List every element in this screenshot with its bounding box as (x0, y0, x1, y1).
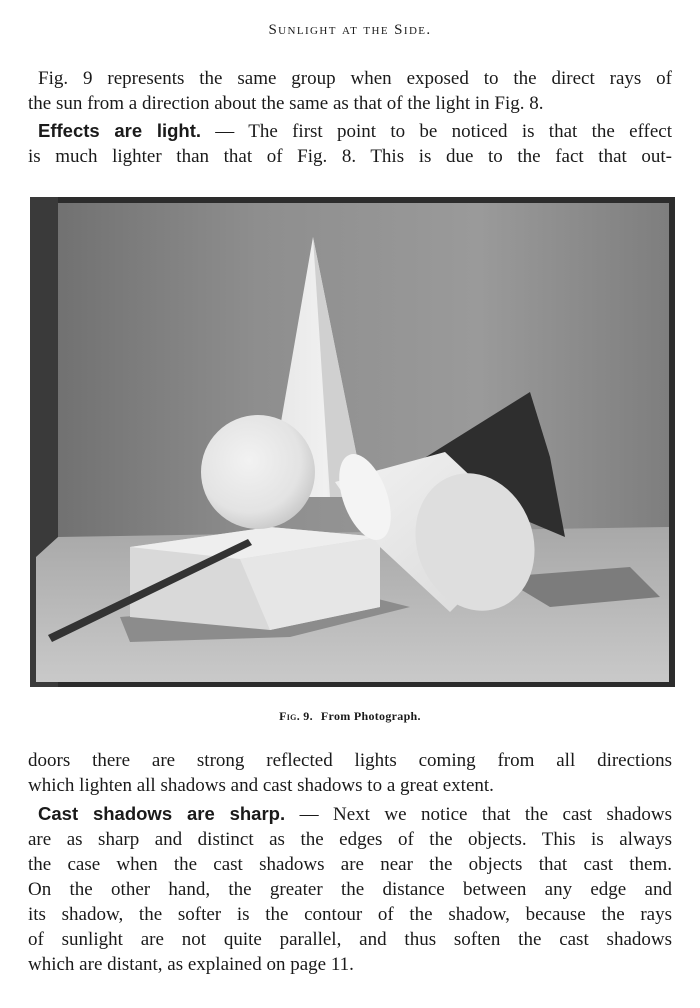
text-line: its shadow, the softer is the contour of the shadow, because the rays (28, 904, 672, 925)
paragraph-cast-shadows (28, 801, 672, 977)
text-line: the sun from a direction about the same as that of the light in Fig. 8. (28, 93, 544, 114)
figure-label: Fig. 9. (279, 709, 313, 723)
figure-photograph (30, 197, 675, 687)
text-line: Fig. 9 represents the same group when exposed to the direct rays of (38, 68, 672, 89)
running-head: Sunlight at the Side. (268, 22, 432, 38)
sphere (201, 415, 315, 529)
text-line: is much lighter than that of Fig. 8. This is due to the fact that out- (28, 146, 672, 167)
paragraph-outdoors (28, 748, 672, 798)
figure-caption (0, 709, 700, 724)
photograph-geometric-solids (30, 197, 675, 687)
figure-caption-text: From Photograph. (320, 709, 421, 723)
text-line: On the other hand, the greater the distance between any edge and (28, 879, 672, 900)
text-line: the case when the cast shadows are near the objects that cast them. (28, 854, 672, 875)
text-line (28, 118, 672, 144)
text-line: of sunlight are not quite parallel, and thus soften the cast shadows (28, 929, 672, 950)
text-fragment: — Next we notice that the cast shadows (285, 804, 672, 825)
paragraph-fig9-intro (28, 66, 672, 116)
text-line: are as sharp and distinct as the edges of the objects. This is always (28, 829, 672, 850)
text-line: which are distant, as explained on page 11. (28, 954, 354, 975)
runin-heading-cast-shadows: Cast shadows are sharp. (38, 803, 286, 824)
paragraph-effects-light (28, 118, 672, 169)
text-fragment: — The first point to be noticed is that the effect (201, 121, 672, 142)
text-line: which lighten all shadows and cast shadows to a great extent. (28, 775, 494, 796)
runin-heading-effects: Effects are light. (38, 120, 202, 141)
text-line: doors there are strong reflected lights coming from all directions (28, 750, 672, 771)
text-line (28, 801, 672, 827)
